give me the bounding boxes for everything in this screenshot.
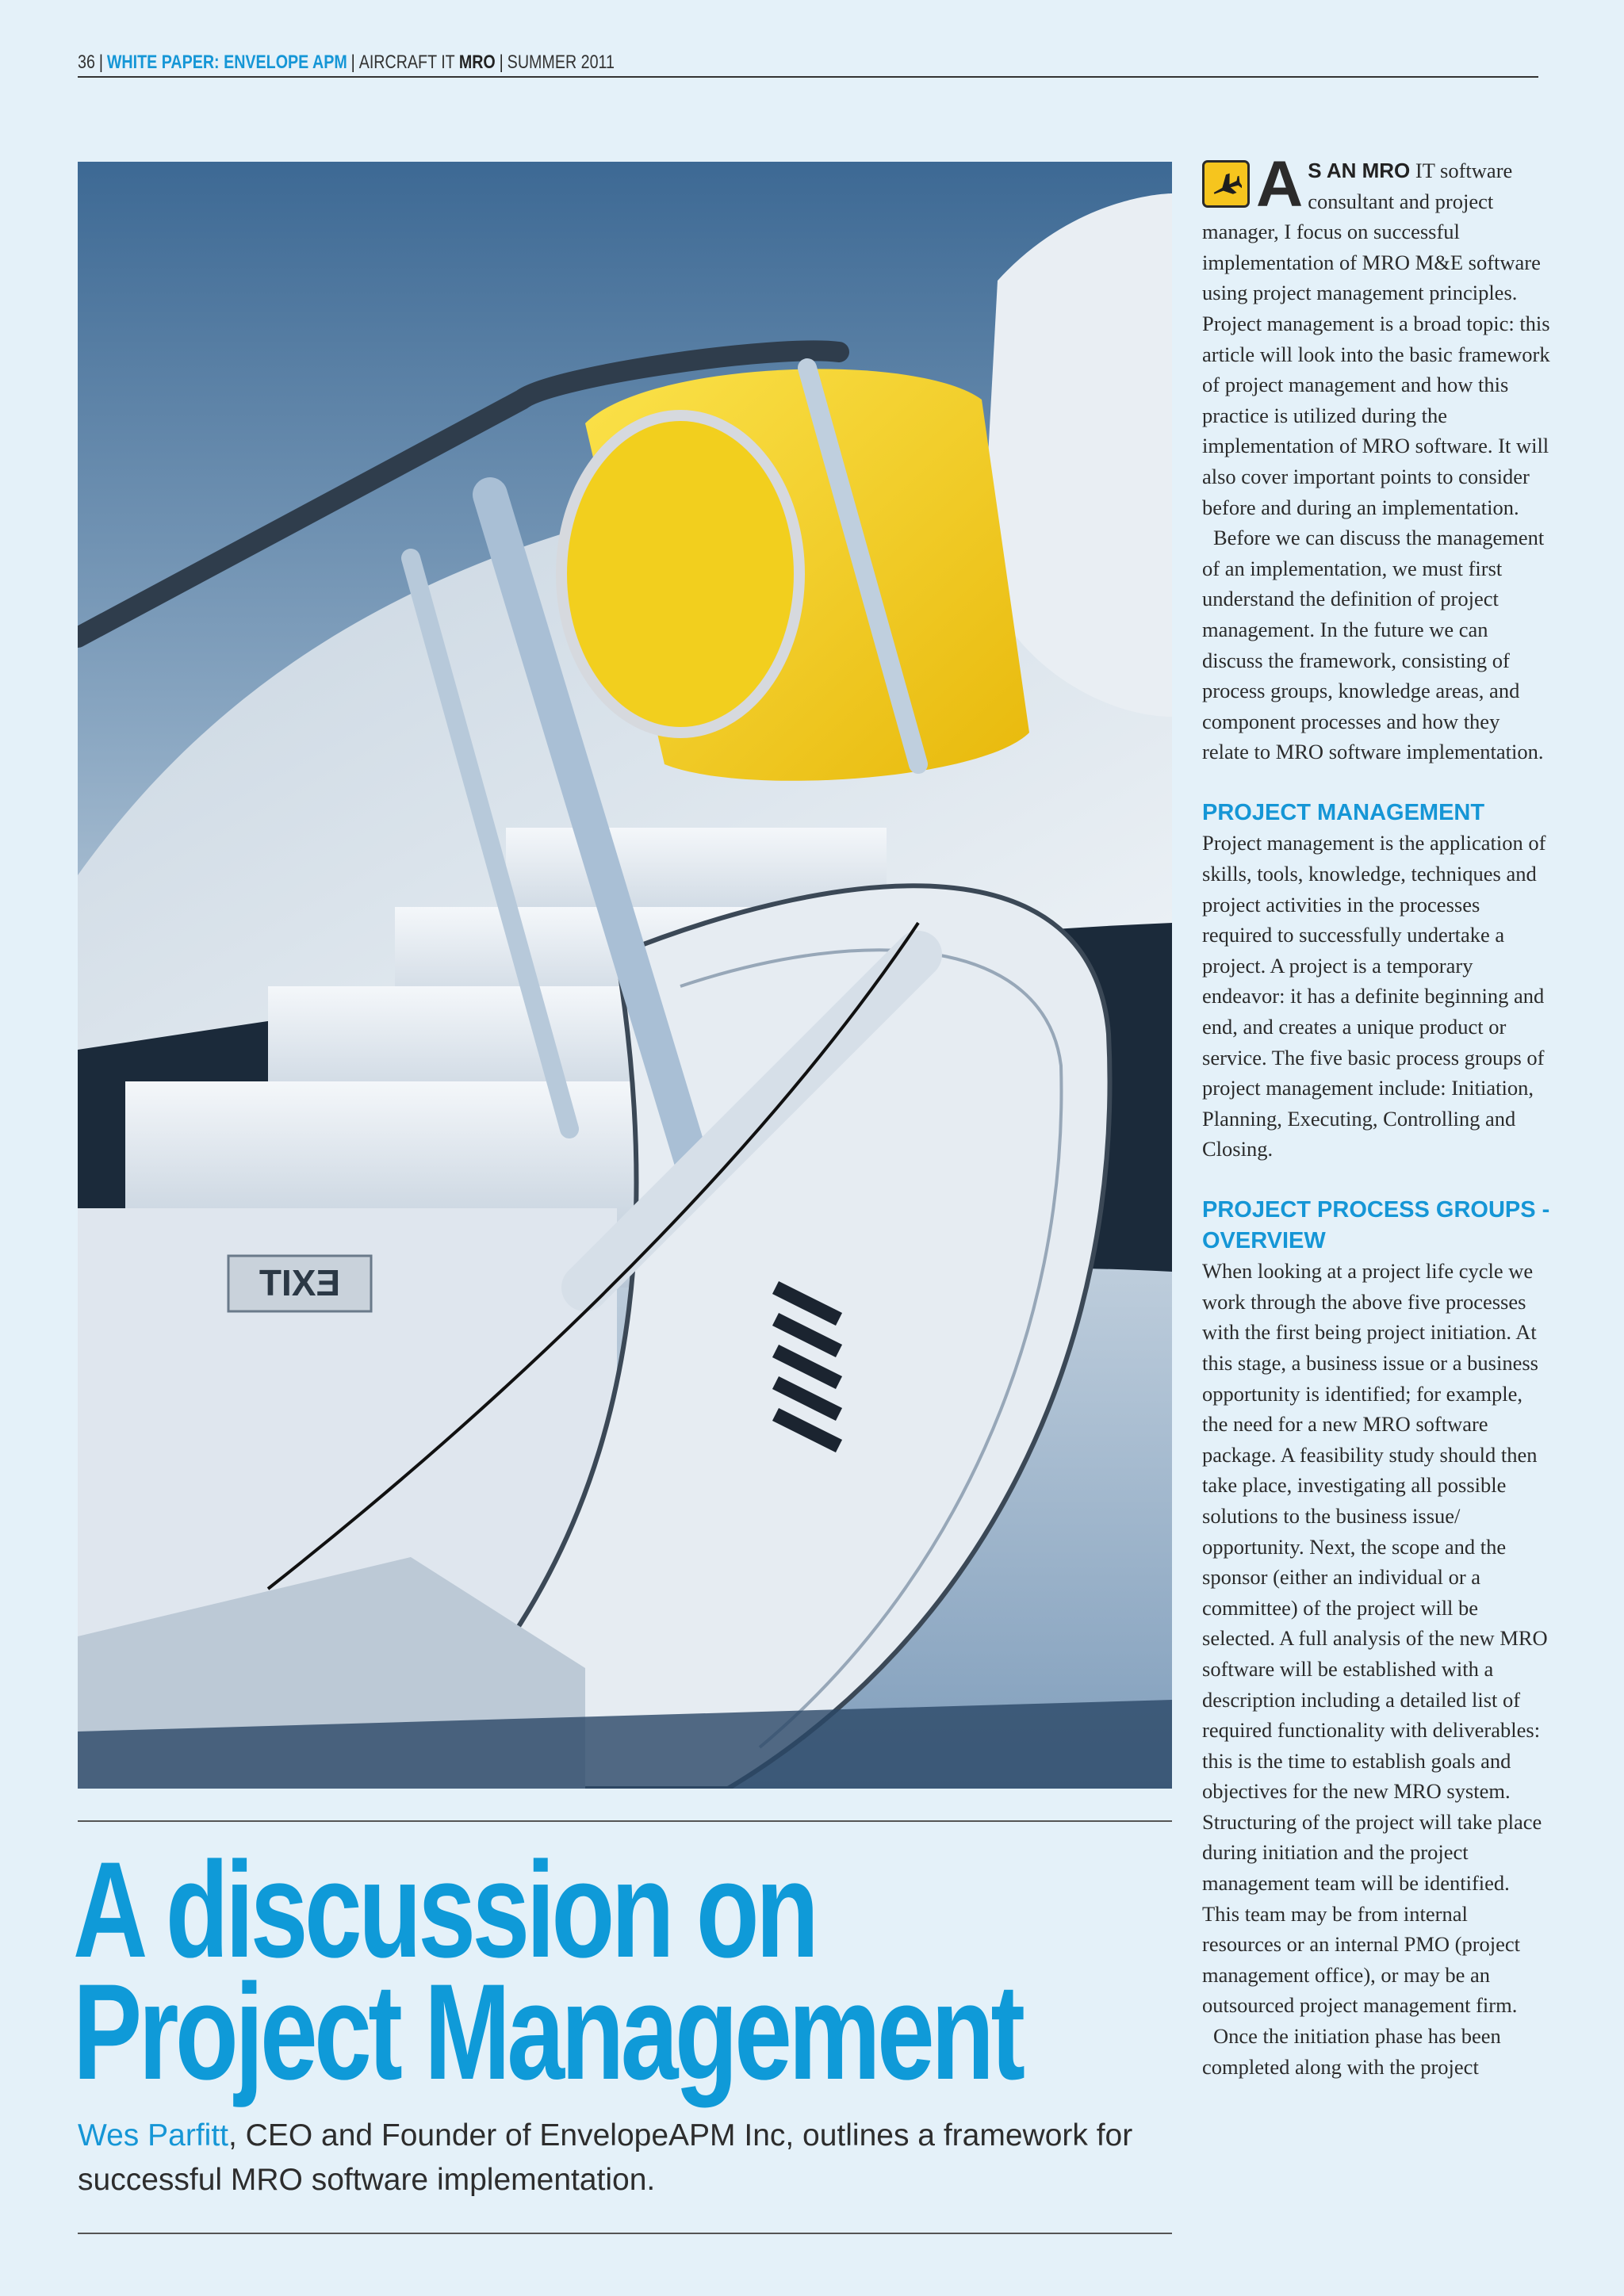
title-rule-bottom [78, 2233, 1172, 2234]
drop-cap: A [1256, 148, 1304, 220]
paragraph: Project management is the application of skills, tools, knowledge, techniques and project activities in the processes required to successfully undertake a project. A project is a temporary endeavor: it has a definite beginning and end, and creates a unique product or service. The five basic process groups of project management include: Initiation, Planning, Executing, Controlling and Closing. [1202, 831, 1546, 1161]
subheading: PROJECT MANAGEMENT [1202, 799, 1485, 825]
title-rule-top [78, 1820, 1172, 1822]
exit-sign-text: EXIT [259, 1262, 341, 1303]
header-separator: | [350, 52, 355, 73]
title-line-1: A discussion on [73, 1834, 816, 1986]
feature-photo [78, 162, 1172, 1789]
section-label: WHITE PAPER: ENVELOPE APM [106, 52, 347, 73]
subheading: PROJECT PROCESS GROUPS - OVERVIEW [1202, 1197, 1550, 1253]
page-number: 36 [78, 52, 95, 73]
header-separator: | [499, 52, 504, 73]
airplane-icon [1202, 160, 1250, 208]
author-name: Wes Parfitt [78, 2118, 228, 2152]
article-body [1202, 148, 1551, 2082]
intro-paragraph [1202, 148, 1551, 522]
paragraph: Before we can discuss the management of an implementation, we must first understand the definition of project management. In the future we can discuss the framework, consisting of process groups, knowledge areas, and component processes and how they relate to MRO software implementation. [1202, 526, 1545, 764]
title-line-2: Project Management [73, 1956, 1022, 2108]
header-separator: | [98, 52, 103, 73]
lead-in: S AN MRO [1308, 159, 1411, 182]
standfirst-text: , CEO and Founder of EnvelopeAPM Inc, outlines a framework for successful MRO software implementation. [78, 2118, 1133, 2197]
header-rule [78, 76, 1538, 78]
intro-text: IT software consultant and project manager, I focus on successful implementation of MRO M&E software using project management principles. Project management is a broad topic: this article will look into the basic framework of project management and how this practice is utilized during the implementation of MRO software. It will also cover important points to consider before and during an implementation. [1202, 159, 1550, 519]
publication-name-bold: MRO [458, 52, 496, 73]
article-title [73, 1834, 1022, 2108]
issue-label: SUMMER 2011 [507, 52, 615, 73]
publication-name: AIRCRAFT IT [358, 52, 455, 73]
paragraph: When looking at a project life cycle we work through the above five processes with the first being project initiation. At this stage, a business issue or a business opportunity is identified; for example, the need for a new MRO software package. A feasibility study should then take place, investigating all possible solutions to the business issue/ opportunity. Next, the scope and the sponsor (either an individual or a committee) of the project will be selected. A full analysis of the new MRO software will be established with a description including a detailed list of required functionality with deliverables: this is the time to establish goals and objectives for the new MRO system. Structuring of the project will take place during initiation and the project management team will be identified. This team may be from internal resources or an internal PMO (project management office), or may be an outsourced project management firm. [1202, 1259, 1548, 2018]
running-header [78, 49, 1275, 76]
airstair-illustration [78, 162, 1172, 1789]
standfirst [78, 2114, 1172, 2202]
paragraph: Once the initiation phase has been completed along with the project [1202, 2024, 1501, 2079]
